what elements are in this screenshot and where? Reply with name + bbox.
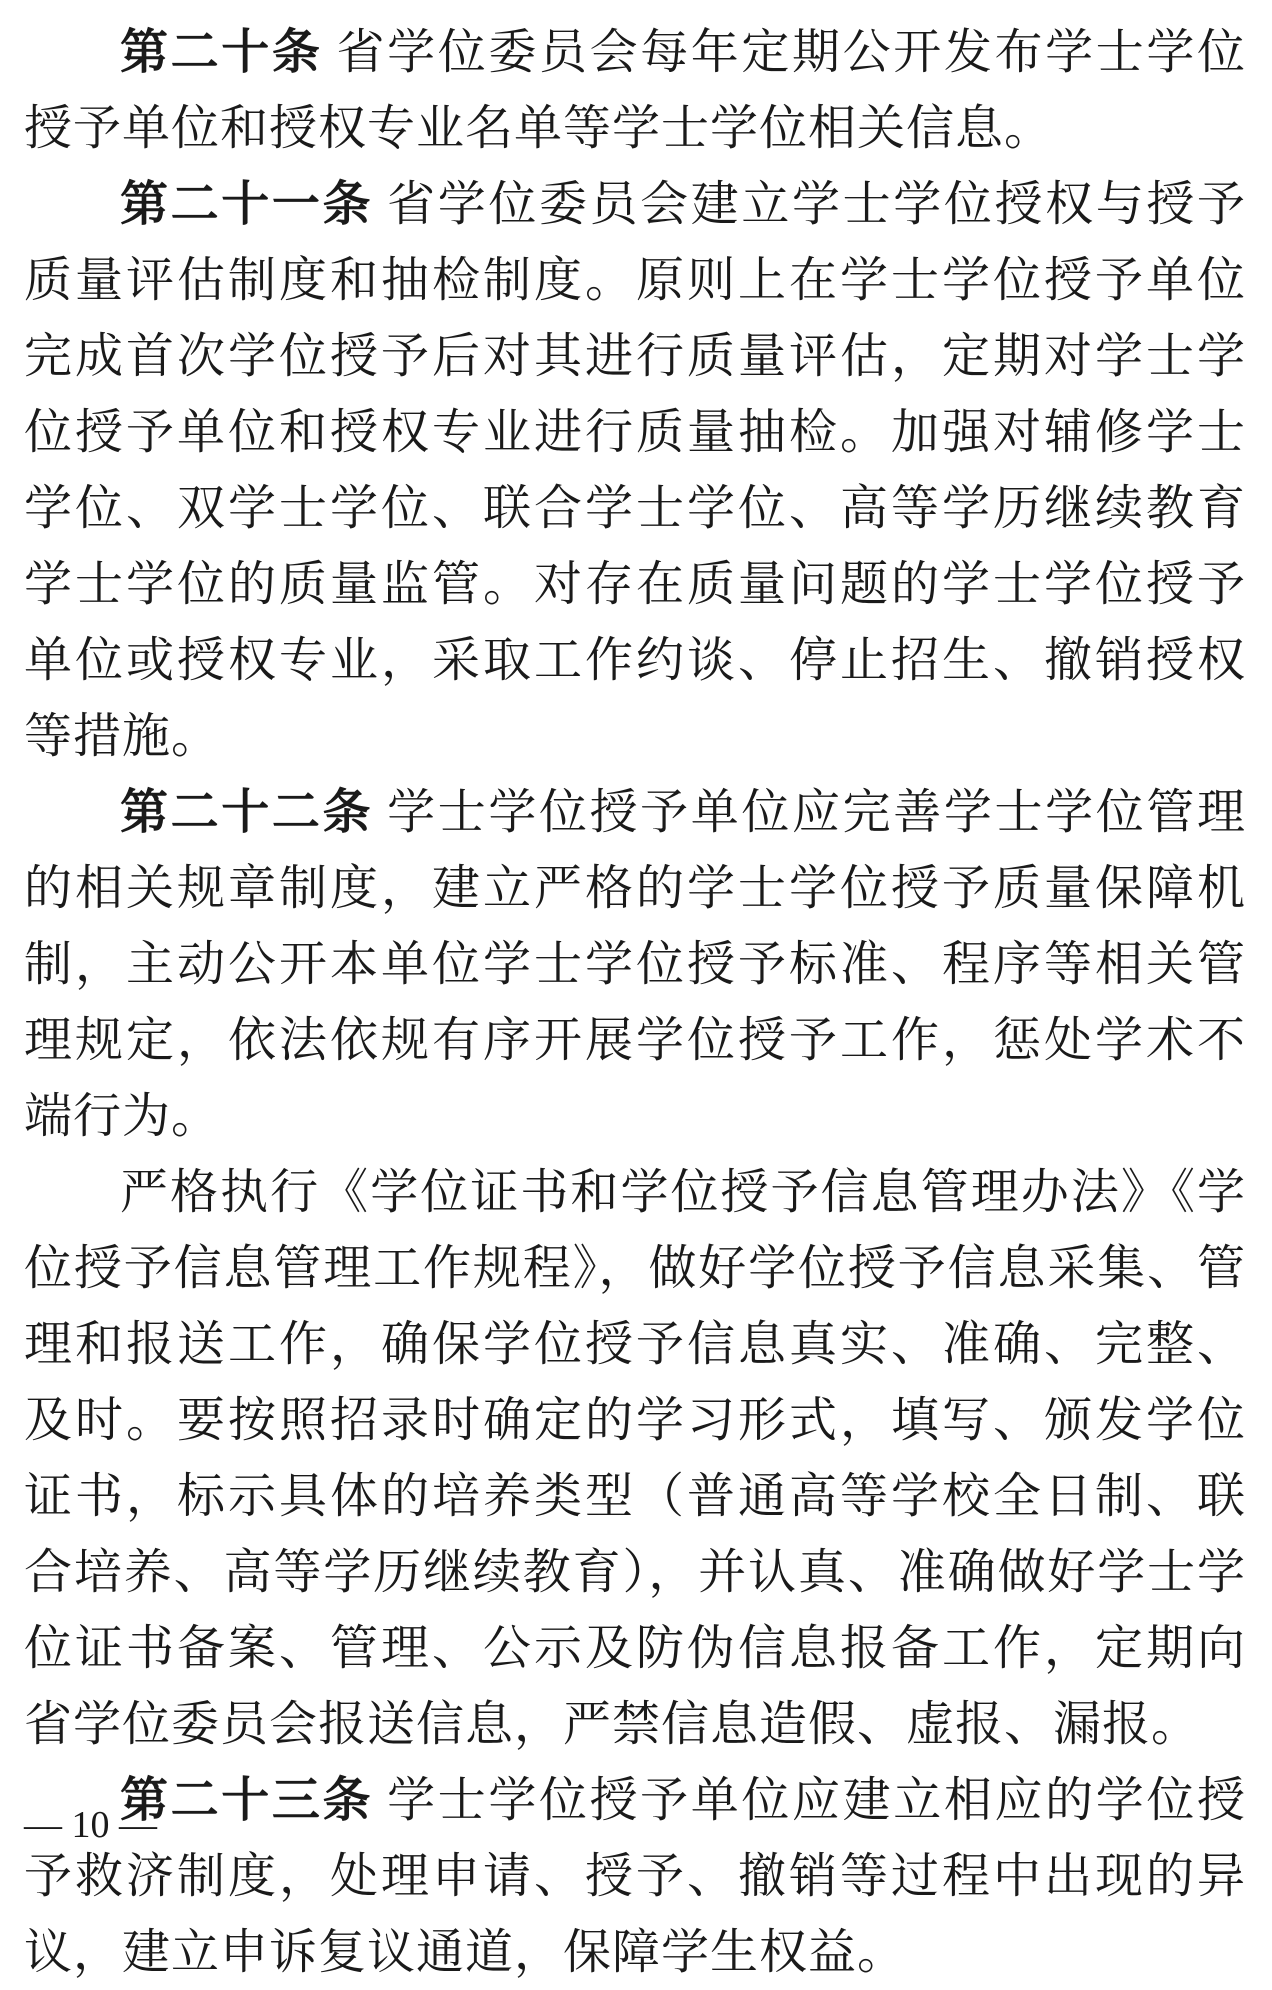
paragraph-article-21 <box>24 166 1246 774</box>
paragraph-article-23 <box>24 1762 1246 1990</box>
article-heading: 第二十一条 <box>120 176 374 232</box>
paragraph-text: 省学位委员会每年定期公开发布学士学位授予单位和授权专业名单等学士学位相关信息。 <box>24 24 1246 156</box>
article-heading: 第二十二条 <box>120 784 374 840</box>
paragraph-text: 省学位委员会建立学士学位授权与授予质量评估制度和抽检制度。原则上在学士学位授予单位完成首次学位授予后对其进行质量评估，定期对学士学位授予单位和授权专业进行质量抽检。加强对辅修学士学位、双学士学位、联合学士学位、高等学历继续教育学士学位的质量监管。对存在质量问题的学士学位授予单位或授权专业，采取工作约谈、停止招生、撤销授权等措施。 <box>24 176 1246 764</box>
article-heading: 第二十三条 <box>120 1772 374 1828</box>
paragraph-text: 学士学位授予单位应建立相应的学位授予救济制度，处理申请、授予、撤销等过程中出现的异议，建立申诉复议通道，保障学生权益。 <box>24 1772 1246 1980</box>
paragraph-article-22-cont <box>24 1154 1246 1762</box>
page-number: — 10 — <box>24 1804 157 1846</box>
article-heading: 第二十条 <box>120 24 323 80</box>
paragraph-article-22 <box>24 774 1246 1154</box>
document-body <box>24 14 1246 1990</box>
paragraph-text: 严格执行《学位证书和学位授予信息管理办法》《学位授予信息管理工作规程》，做好学位授予信息采集、管理和报送工作，确保学位授予信息真实、准确、完整、及时。要按照招录时确定的学习形式，填写、颁发学位证书，标示具体的培养类型（普通高等学校全日制、联合培养、高等学历继续教育），并认真、准确做好学士学位证书备案、管理、公示及防伪信息报备工作，定期向省学位委员会报送信息，严禁信息造假、虚报、漏报。 <box>24 1164 1246 1752</box>
paragraph-text: 学士学位授予单位应完善学士学位管理的相关规章制度，建立严格的学士学位授予质量保障机制，主动公开本单位学士学位授予标准、程序等相关管理规定，依法依规有序开展学位授予工作，惩处学术不端行为。 <box>24 784 1246 1144</box>
paragraph-article-20 <box>24 14 1246 166</box>
